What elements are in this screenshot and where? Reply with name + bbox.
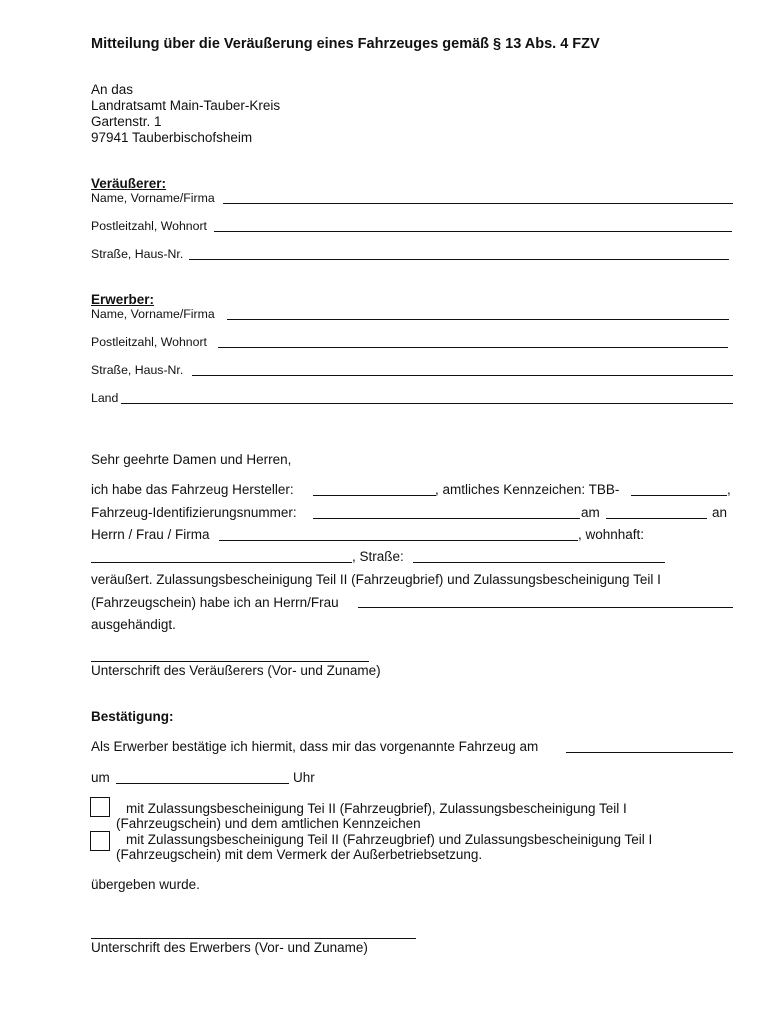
plate-label: , amtliches Kennzeichen: TBB- [435,482,620,497]
option-deregistered-checkbox[interactable] [90,831,110,851]
manufacturer-label: ich habe das Fahrzeug Hersteller: [91,482,294,497]
recipient-person-label: Herrn / Frau / Firma [91,527,210,542]
seller-name-label: Name, Vorname/Firma [91,191,215,205]
buyer-street-label: Straße, Haus-Nr. [91,363,184,377]
page-title: Mitteilung über die Veräußerung eines Fahrzeuges gemäß § 13 Abs. 4 FZV [91,36,600,52]
confirmation-heading: Bestätigung: [91,709,174,724]
option-plates-checkbox[interactable] [90,797,110,817]
recipient-line-4: 97941 Tauberbischofsheim [91,130,253,145]
vin-field[interactable] [313,518,580,519]
vin-label: Fahrzeug-Identifizierungsnummer: [91,505,297,520]
option-deregistered-text-2: (Fahrzeugschein) mit dem Vermerk der Außerbetriebsetzung. [116,847,483,862]
buyer-street-field[interactable] [192,375,733,376]
handed-over-confirmation: übergeben wurde. [91,877,200,892]
time-suffix: Uhr [293,770,315,785]
buyer-name-label: Name, Vorname/Firma [91,307,215,321]
option-plates-text-1: mit Zulassungsbescheinigung Tei II (Fahrzeugbrief), Zulassungsbescheinigung Teil I [126,801,627,816]
recipient-line-3: Gartenstr. 1 [91,114,162,129]
sale-date-label: am [581,505,600,520]
time-field[interactable] [116,783,289,784]
plate-field[interactable] [631,495,727,496]
option-deregistered-text-1: mit Zulassungsbescheinigung Teil II (Fahrzeugbrief) und Zulassungsbescheinigung Teil I [126,832,653,847]
residence-field[interactable] [91,562,352,563]
buyer-signature-line[interactable] [91,938,416,939]
buyer-city-field[interactable] [218,347,728,348]
seller-signature-label: Unterschrift des Veräußerers (Vor- und Zuname) [91,663,381,678]
handover-person-field[interactable] [358,607,733,608]
to-label: an [712,505,728,520]
sold-text: veräußert. Zulassungsbescheinigung Teil II (Fahrzeugbrief) und Zulassungsbescheinigung Teil I [91,572,661,587]
confirmation-date-field[interactable] [566,752,733,753]
street-field[interactable] [413,562,665,563]
confirmation-text: Als Erwerber bestätige ich hiermit, dass mir das vorgenannte Fahrzeug am [91,739,539,754]
seller-heading: Veräußerer: [91,176,167,191]
seller-city-label: Postleitzahl, Wohnort [91,219,207,233]
buyer-heading: Erwerber: [91,292,155,307]
option-plates-text-2: (Fahrzeugschein) und dem amtlichen Kennzeichen [116,816,421,831]
seller-name-field[interactable] [223,203,733,204]
plate-comma: , [727,482,731,497]
time-prefix: um [91,770,110,785]
seller-signature-line[interactable] [91,661,369,662]
seller-street-label: Straße, Haus-Nr. [91,247,184,261]
seller-city-field[interactable] [214,231,732,232]
residence-label: , wohnhaft: [578,527,645,542]
salutation: Sehr geehrte Damen und Herren, [91,452,292,467]
buyer-country-field[interactable] [121,403,733,404]
recipient-person-field[interactable] [219,540,578,541]
handover-text: (Fahrzeugschein) habe ich an Herrn/Frau [91,595,339,610]
recipient-line-1: An das [91,82,134,97]
handed-over-text: ausgehändigt. [91,617,176,632]
seller-street-field[interactable] [189,259,729,260]
sale-date-field[interactable] [606,518,707,519]
manufacturer-field[interactable] [313,495,436,496]
recipient-line-2: Landratsamt Main-Tauber-Kreis [91,98,281,113]
buyer-name-field[interactable] [227,319,729,320]
buyer-city-label: Postleitzahl, Wohnort [91,335,207,349]
street-label: , Straße: [352,549,404,564]
buyer-country-label: Land [91,391,119,405]
buyer-signature-label: Unterschrift des Erwerbers (Vor- und Zuname) [91,940,368,955]
